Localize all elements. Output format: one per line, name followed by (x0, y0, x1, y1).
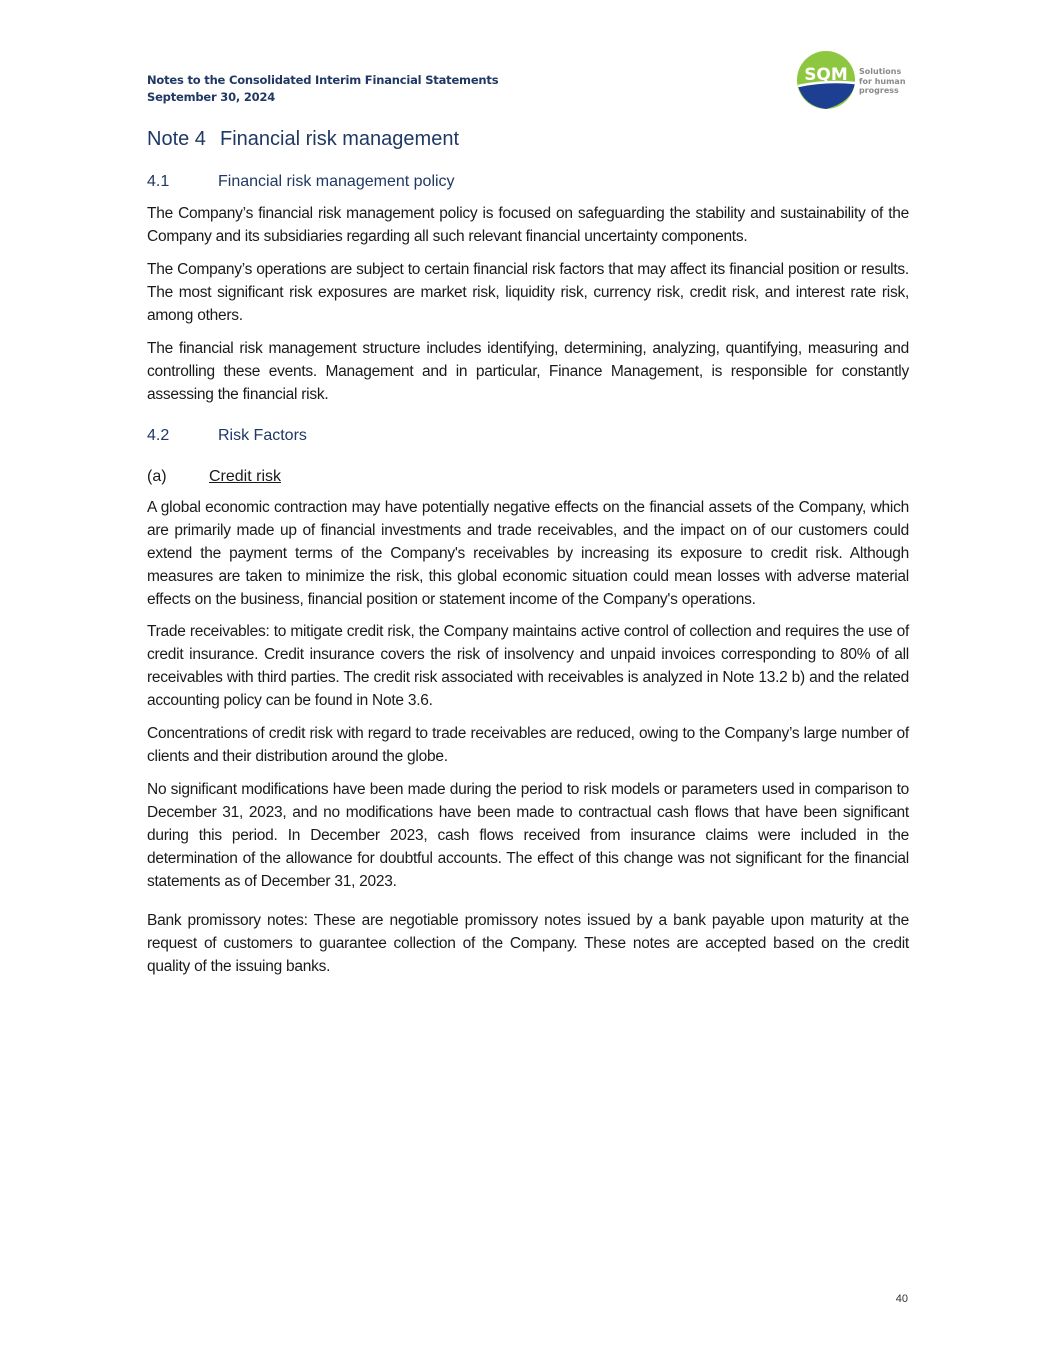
paragraph: Bank promissory notes: These are negotiable promissory notes issued by a bank payable upon maturity at the request of customers to guarantee collection of the Company. These notes are accepted based on the credit quality of the issuing banks. (147, 912, 909, 975)
note-number: Note 4 (147, 128, 206, 150)
note-heading (147, 128, 459, 151)
paragraph: No significant modifications have been made during the period to risk models or parameters used in comparison to December 31, 2023, and no modifications have been made to contractual cash flows that have been significant during this period. In December 2023, cash flows received from insurance claims were included in the determination of the allowance for doubtful accounts. The effect of this change was not significant for the financial statements as of December 31, 2023. (147, 781, 909, 890)
section-title: Risk Factors (218, 427, 307, 444)
header-title: Notes to the Consolidated Interim Financial Statements (147, 73, 499, 87)
sqm-logo-mark (796, 50, 858, 112)
section-title: Financial risk management policy (218, 173, 455, 190)
subsection-label: (a) (147, 468, 167, 485)
logo-tagline: Solutions for human progress (859, 67, 906, 95)
paragraph: The financial risk management structure includes identifying, determining, analyzing, quantifying, measuring and controlling these events. Management and in particular, Finance Management, is responsible for constantly assessing the financial risk. (147, 340, 909, 403)
section-4-2-heading (147, 427, 307, 445)
paragraph: The Company’s operations are subject to certain financial risk factors that may affect its financial position or results. The most significant risk exposures are market risk, liquidity risk, currency risk, credit risk, and interest rate risk, among others. (147, 261, 909, 324)
subsection-title: Credit risk (209, 468, 282, 485)
section-4-1-heading (147, 173, 455, 191)
sqm-logo (796, 50, 912, 112)
logo-text: SQM (804, 65, 848, 85)
document-header (147, 72, 498, 106)
paragraph: The Company’s financial risk management policy is focused on safeguarding the stability and sustainability of the Company and its subsidiaries regarding all such relevant financial uncertainty components. (147, 205, 909, 245)
page-number: 40 (895, 1293, 908, 1305)
header-date: September 30, 2024 (147, 90, 276, 104)
note-title: Financial risk management (220, 128, 459, 150)
section-number: 4.2 (147, 427, 170, 444)
section-number: 4.1 (147, 173, 170, 190)
credit-risk-heading (147, 468, 281, 486)
paragraph: Trade receivables: to mitigate credit risk, the Company maintains active control of collection and requires the use of credit insurance. Credit insurance covers the risk of insolvency and unpaid invoices corresponding to 80% of all receivables with third parties. The credit risk associated with receivables is analyzed in Note 13.2 b) and the related accounting policy can be found in Note 3.6. (147, 623, 909, 709)
paragraph: A global economic contraction may have potentially negative effects on the financial assets of the Company, which are primarily made up of financial investments and trade receivables, and the impact on of our customers could extend the payment terms of the Company's receivables by increasing its exposure to credit risk. Although measures are taken to minimize the risk, this global economic situation could mean losses with adverse material effects on the business, financial position or statement income of the Company's operations. (147, 499, 909, 608)
paragraph: Concentrations of credit risk with regard to trade receivables are reduced, owing to the Company’s large number of clients and their distribution around the globe. (147, 725, 909, 765)
